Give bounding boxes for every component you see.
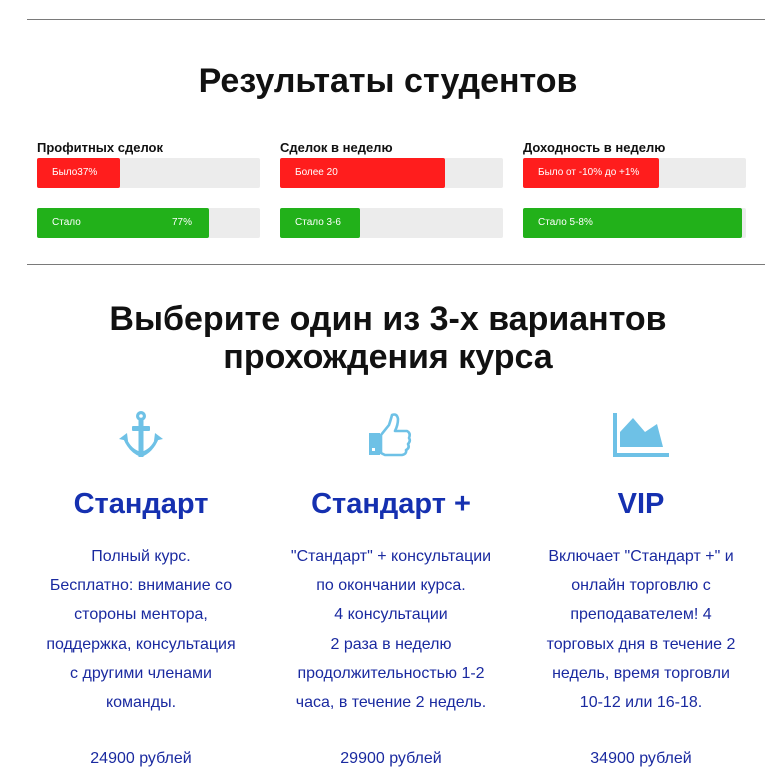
plan-description — [521, 542, 761, 717]
plan-price: 34900 рублей — [590, 750, 692, 767]
stat-weekly-return — [523, 140, 746, 238]
anchor-icon — [21, 400, 261, 470]
progress-bar-after — [280, 208, 503, 238]
progress-text-after: Стало — [52, 217, 81, 228]
plan-name: Стандарт — [73, 488, 209, 520]
stat-label: Доходность в неделю — [523, 140, 666, 155]
plan-name: Стандарт + — [311, 488, 471, 520]
progress-text-before: Было от -10% до +1% — [538, 167, 640, 178]
plan-desc-line: по окончании курса. — [316, 577, 466, 595]
area-chart-icon — [521, 400, 761, 470]
progress-bar-before — [523, 158, 746, 188]
plan-desc-line: недель, время торговли — [552, 664, 730, 682]
progress-bar-before — [37, 158, 260, 188]
stat-label: Сделок в неделю — [280, 140, 393, 155]
progress-text-after: Стало 5-8% — [538, 217, 593, 228]
plan-desc-line: "Стандарт" + консультации — [290, 548, 492, 565]
plan-desc-line: 4 консультации — [334, 606, 448, 624]
plan-desc-line: Бесплатно: внимание со — [49, 577, 233, 595]
results-title: Результаты студентов — [198, 62, 578, 100]
plans-title — [0, 300, 776, 376]
plans-title-line2: прохождения курса — [223, 338, 553, 376]
progress-text-after: Стало 3-6 — [295, 217, 341, 228]
plans-title-line1: Выберите один из 3-х вариантов — [109, 300, 667, 338]
progress-bar-after — [37, 208, 260, 238]
stat-trades-per-week — [280, 140, 503, 238]
plan-vip — [521, 400, 761, 767]
plan-desc-line: Включает "Стандарт +" и — [548, 548, 734, 565]
stat-profitable-trades — [37, 140, 260, 238]
plan-price: 24900 рублей — [90, 750, 192, 767]
plan-desc-line: 2 раза в неделю — [330, 635, 452, 653]
plan-desc-line: торговых дня в течение 2 — [546, 635, 736, 653]
progress-value-after: 77% — [172, 217, 193, 228]
plan-standard — [21, 400, 261, 767]
plan-desc-line: преподавателем! 4 — [570, 606, 712, 624]
plan-desc-line: поддержка, консультация — [46, 635, 236, 653]
plan-desc-line: с другими членами — [70, 664, 212, 682]
plan-desc-line: команды. — [105, 694, 177, 712]
plan-desc-line: продолжительностью 1-2 — [297, 664, 485, 682]
plan-name: VIP — [617, 488, 665, 520]
progress-bar-after — [523, 208, 746, 238]
thumbs-up-icon — [271, 400, 511, 470]
progress-text-before: Было37% — [52, 167, 98, 178]
plan-description — [271, 542, 511, 717]
divider-top — [27, 19, 765, 20]
plan-desc-line: Полный курс. — [91, 548, 191, 565]
plan-price: 29900 рублей — [340, 750, 442, 767]
plan-standard-plus — [271, 400, 511, 767]
plan-desc-line: стороны ментора, — [74, 606, 208, 624]
stat-label: Профитных сделок — [37, 140, 164, 155]
plan-description — [21, 542, 261, 717]
progress-bar-before — [280, 158, 503, 188]
progress-text-before: Более 20 — [295, 167, 338, 178]
plan-desc-line: 10-12 или 16-18. — [579, 694, 703, 712]
plan-desc-line: часа, в течение 2 недель. — [295, 694, 487, 712]
plan-desc-line: онлайн торговлю с — [571, 577, 711, 595]
divider-middle — [27, 264, 765, 265]
